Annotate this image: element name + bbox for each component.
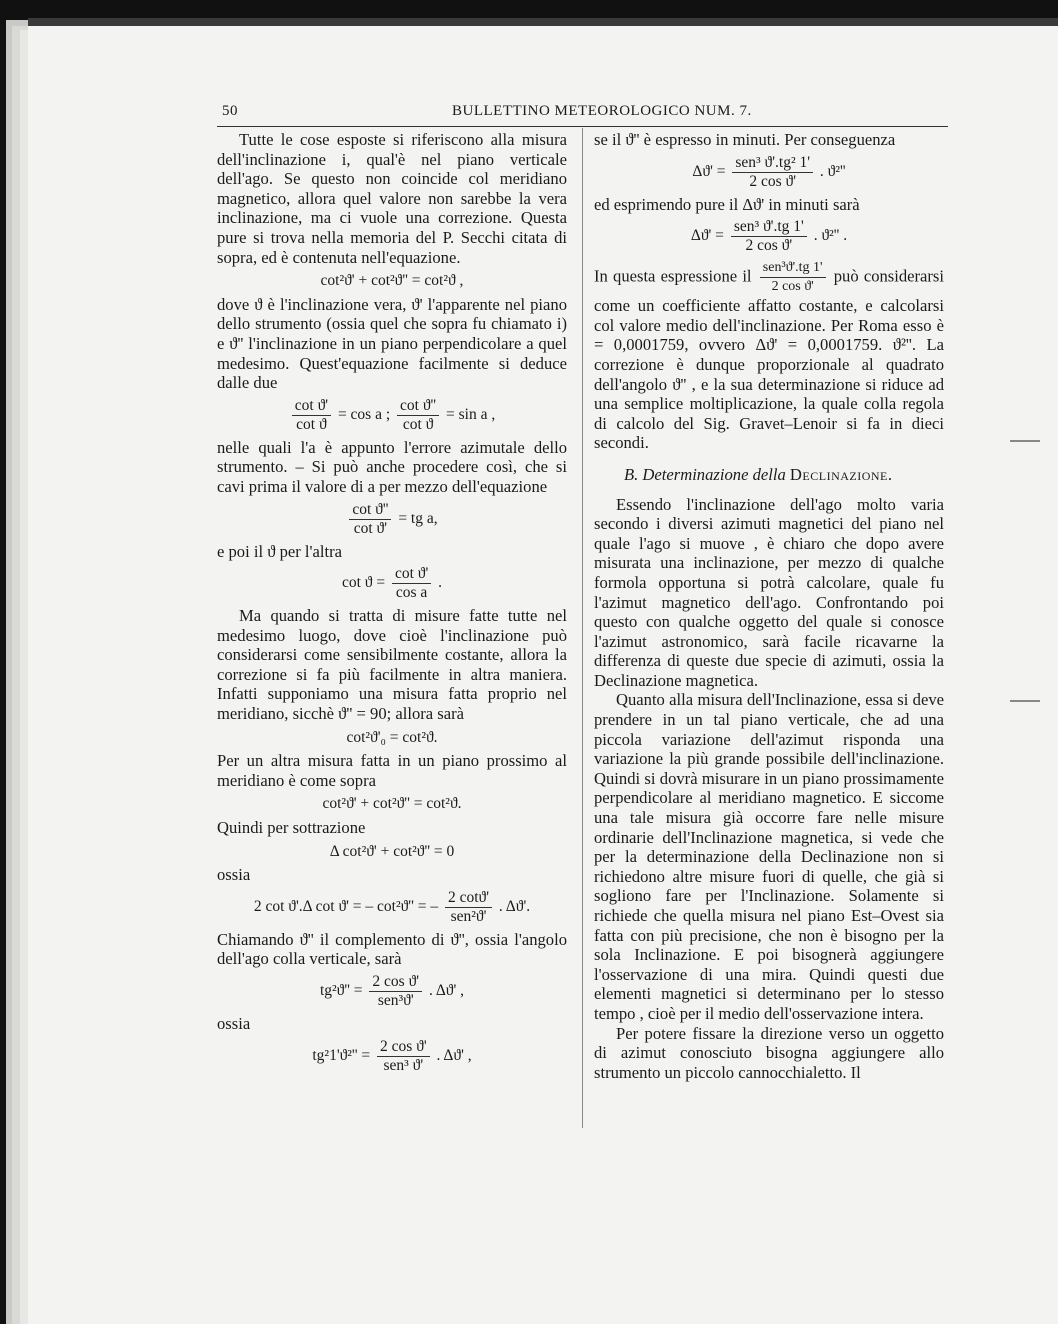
equation: cot²ϑ'₀ = cot²ϑ. xyxy=(346,728,438,746)
numerator: sen³ ϑ'.tg 1' xyxy=(731,218,807,237)
equation xyxy=(217,889,567,926)
numerator: cot ϑ' xyxy=(392,565,431,584)
equation: Δ cot²ϑ' + cot²ϑ'' = 0 xyxy=(329,842,455,860)
numerator: cot ϑ'' xyxy=(397,397,439,416)
equation xyxy=(217,501,567,538)
equation-rhs: = tg a, xyxy=(398,509,438,527)
denominator: 2 cos ϑ' xyxy=(771,279,814,295)
equation-rhs: . xyxy=(438,574,442,592)
paragraph: Per un altra misura fatta in un piano prossimo al meridiano è come sopra xyxy=(217,751,567,790)
numerator: 2 cotϑ' xyxy=(445,889,492,908)
paragraph: Quindi per sottrazione xyxy=(217,818,366,838)
paragraph: ed esprimendo pure il Δϑ' in minuti sarà xyxy=(594,194,860,214)
equation-lhs: tg²ϑ'' = xyxy=(319,982,363,1000)
equation xyxy=(217,397,567,434)
equation-rhs: . Δϑ' , xyxy=(436,1046,472,1064)
page-number: 50 xyxy=(222,103,238,119)
paragraph xyxy=(594,259,944,453)
scan-mark xyxy=(1010,700,1040,702)
equation xyxy=(594,218,944,255)
numerator: 2 cos ϑ' xyxy=(369,973,422,992)
numerator: 2 cos ϑ' xyxy=(377,1038,430,1057)
denominator: cot ϑ xyxy=(296,415,327,433)
denominator: cot ϑ' xyxy=(353,519,388,537)
paragraph: Tutte le cose esposte si riferiscono alla misura dell'inclinazione i, qual'è nel piano verticale dell'ago. Se questo non coincide col meridiano magnetico, allora quel valore non sarebbe la vera inclinazione, ma ci vuole una correzione. Questa pure si trova nella memoria del P. Secchi citata di sopra, ed è contenuta nell'equazione. xyxy=(217,130,567,267)
scan-mark xyxy=(1010,440,1040,442)
running-title: BULLETTINO METEOROLOGICO NUM. 7. xyxy=(452,103,752,119)
equation: cot²ϑ' + cot²ϑ'' = cot²ϑ. xyxy=(322,795,462,813)
equation-lhs: 2 cot ϑ'.Δ cot ϑ' = – cot²ϑ'' = – xyxy=(253,897,439,915)
paragraph: se il ϑ'' è espresso in minuti. Per conseguenza xyxy=(594,130,896,149)
equation: cot²ϑ' + cot²ϑ'' = cot²ϑ , xyxy=(320,272,464,290)
right-column xyxy=(594,130,944,1082)
numerator: sen³ ϑ'.tg² 1' xyxy=(732,154,813,173)
paragraph: ossia xyxy=(217,1014,251,1033)
denominator: cot ϑ xyxy=(402,415,434,433)
equation-rhs: = sin a , xyxy=(445,405,496,423)
numerator: cot ϑ'' xyxy=(349,501,391,520)
equation-lhs: Δϑ' = xyxy=(692,162,726,180)
equation-lhs: cot ϑ = xyxy=(341,574,386,592)
text-run: In questa espressione il xyxy=(594,266,752,286)
paragraph: e poi il ϑ per l'altra xyxy=(217,541,343,561)
equation xyxy=(594,154,944,191)
paragraph: nelle quali l'a è appunto l'errore azimutale dello strumento. – Si può anche procedere così, che si cavi prima il valore di a per mezzo dell'equazione xyxy=(217,437,567,496)
paragraph: Ma quando si tratta di misure fatte tutte nel medesimo luogo, dove cioè l'inclinazione può considerarsi come sensibilmente costante, allora la correzione si fa più facilmente in altra maniera. Infatti supponiamo una misura fatta proprio nel meridiano, sicchè ϑ'' = 90; allora sarà xyxy=(217,606,567,724)
paragraph: Chiamando ϑ'' il complemento di ϑ'', ossia l'angolo dell'ago colla verticale, sarà xyxy=(217,929,567,969)
denominator: sen³ϑ' xyxy=(377,992,414,1009)
section-title: B. Determinazione della xyxy=(624,464,786,484)
paragraph: Essendo l'inclinazione dell'ago molto varia secondo i diversi azimuti magnetici del piano nel quale l'ago si muove , è chiaro che dopo avere misurata una inclinazione, per mezzo di qualche formola opportuna si potrà calcolare, quale fu l'azimut magnetico dell'ago. Confrontando poi questo con qualche oggetto del quale si conosce l'azimut astronomico, sarà facile ricavarne la differenza di queste due specie di azimuti, ossia la Declinazione magnetica. xyxy=(594,494,944,690)
denominator: sen³ ϑ' xyxy=(383,1056,424,1074)
numerator: sen³ϑ'.tg 1' xyxy=(760,259,826,278)
left-column xyxy=(217,130,567,1079)
denominator: sen²ϑ' xyxy=(450,907,487,925)
equation xyxy=(217,1038,567,1075)
equation xyxy=(217,565,567,602)
denominator: 2 cos ϑ' xyxy=(745,237,793,255)
denominator: 2 cos ϑ' xyxy=(749,172,796,190)
numerator: cot ϑ' xyxy=(292,397,331,416)
equation-lhs: Δϑ' = xyxy=(690,227,724,245)
equation-rhs: . ϑ²'' xyxy=(819,162,846,180)
header-rule xyxy=(217,126,948,127)
equation-rhs: = cos a ; xyxy=(337,405,391,423)
equation-lhs: tg²1'ϑ²'' = xyxy=(312,1046,371,1064)
section-title-smallcaps: Declinazione. xyxy=(789,464,893,484)
paragraph: dove ϑ è l'inclinazione vera, ϑ' l'apparente nel piano dello strumento (ossia quel che sopra fu chiamato i) e ϑ'' l'inclinazione in un piano perpendicolare a quel medesimo. Quest'equazione facilmente si deduce dalle due xyxy=(217,294,567,393)
section-heading xyxy=(624,465,944,485)
paragraph: Per potere fissare la direzione verso un oggetto di azimut conosciuto bisogna aggiungere allo strumento un piccolo cannocchialetto. Il xyxy=(594,1023,944,1082)
text-run: può considerarsi come un coefficiente affatto costante, e calcolarsi col valore medio dell'inclinazione. Per Roma esso è = 0,0001759, ovvero Δϑ' = 0,0001759. ϑ²''. La correzione è dunque proporzionale al quadrato dell'angolo ϑ'' , e la sua determinazione si riduce ad una semplice moltiplicazione, la quale colla regola di calcolo del Sig. Gravet–Lenoir si fa in dieci secondi. xyxy=(594,266,945,453)
equation-rhs: . Δϑ'. xyxy=(498,897,531,915)
equation xyxy=(217,973,567,1010)
column-divider xyxy=(582,128,583,1128)
equation-rhs: . Δϑ' , xyxy=(428,982,465,1000)
paragraph: Quanto alla misura dell'Inclinazione, essa si deve prendere in un tal piano verticale, che ad una piccola variazione dell'azimut risponda una variazione la più grande possibile dell'inclinazione. Quindi si dovrà misurare in un piano prossimamente perpendicolare al meridiano magnetico. E siccome una tale misura già occorre fare nelle misure ordinarie dell'Inclinazione magnetica, si vede che per la determinazione della Declinazione non si richiedono altre misure fuori di quelle, che già si sogliono fare per l'Inclinazione. Solamente si richiede che quella misura nel piano Est–Ovest sia fatta con più precisione, che non è bisogno per la sola Inclinazione. E poi bisognerà aggiungere l'osservazione di una mira. Quindi questi due elementi magnetici si determinano per lo stesso tempo , cioè per il medio dell'osservazione intera. xyxy=(594,690,944,1023)
denominator: cos a xyxy=(395,584,428,602)
equation-rhs: . ϑ²'' . xyxy=(813,227,848,245)
paragraph: ossia xyxy=(217,865,251,885)
